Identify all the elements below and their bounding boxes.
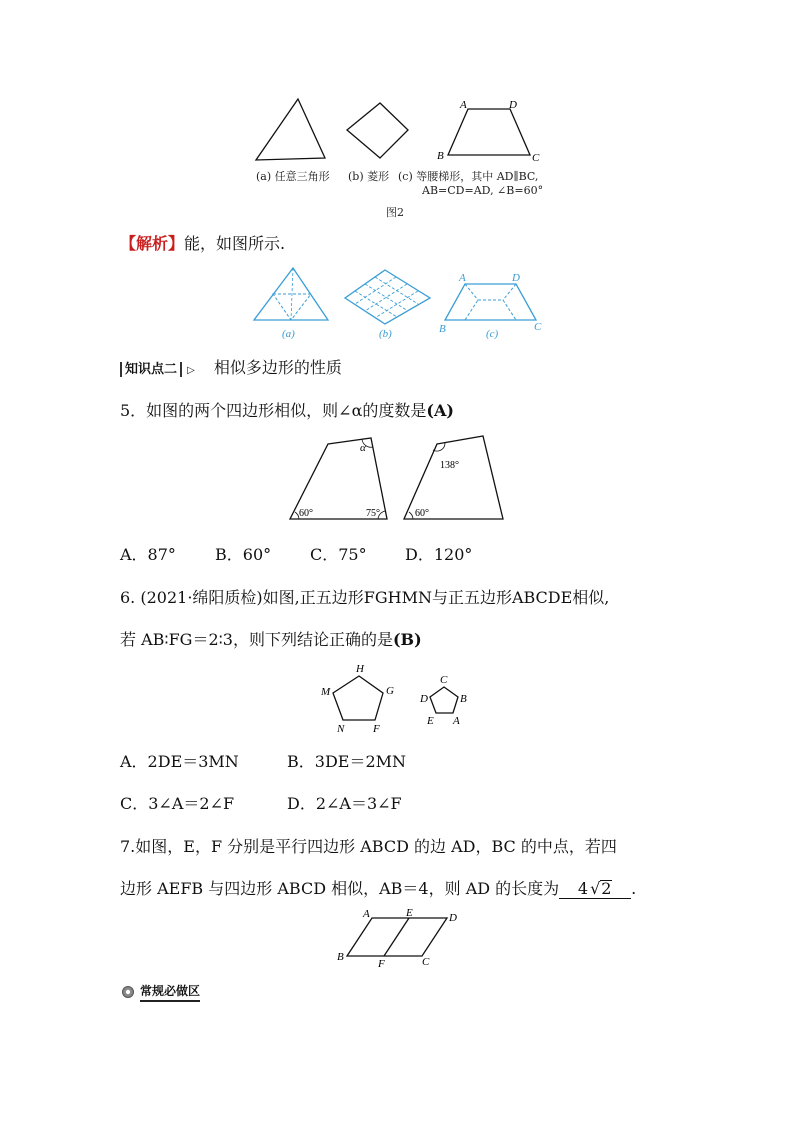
q5-quadrilateral-1 (290, 438, 387, 519)
fig2-caption-b: (b) 菱形 (348, 170, 390, 183)
q6-label-E: E (427, 715, 434, 727)
label-A: A (460, 99, 467, 111)
q6-label-A: A (453, 715, 460, 727)
q5-answer: (A) (426, 401, 454, 420)
arbitrary-triangle (256, 99, 325, 160)
analysis-label-D: D (512, 272, 520, 284)
q5-figure (285, 434, 510, 524)
q7-answer-coef: 4 (577, 879, 589, 898)
q6-option-a: A．2DE＝3MN (120, 752, 239, 771)
analysis-label-c: (c) (486, 328, 499, 340)
figure-2-shapes (250, 95, 550, 167)
q7-label-B: B (337, 951, 344, 963)
q6-line2 (120, 630, 422, 650)
section-footer (120, 982, 200, 1002)
q5-138-label: 138° (440, 460, 459, 471)
q6-label-F: F (373, 723, 380, 735)
analysis-figures (250, 264, 555, 340)
q7-end: . (631, 879, 637, 898)
q7-line2 (120, 879, 636, 899)
label-C: C (532, 152, 540, 164)
q6-label-N: N (337, 723, 345, 735)
label-B: B (437, 150, 444, 162)
pentagon-abcde (430, 687, 458, 713)
q5-option-a: A．87° (120, 545, 176, 564)
q5-60-label-1: 60° (299, 508, 313, 519)
q7-answer-radicand: 2 (601, 879, 612, 898)
fig2-caption-a: (a) 任意三角形 (256, 170, 330, 183)
isosceles-trapezoid (448, 109, 530, 155)
fig2-caption-c2: AB=CD=AD, ∠B=60° (422, 184, 544, 197)
q6-label-G: G (386, 685, 394, 697)
q5-option-c: C．75° (310, 545, 367, 564)
footer-label: 常规必做区 (140, 982, 200, 1002)
analysis-trapezoid-inner (465, 300, 516, 320)
analysis-trapezoid-dash-1 (465, 284, 478, 300)
q6-label-D: D (420, 693, 428, 705)
analysis-triangle-dash (291, 268, 293, 320)
q5-option-d: D．120° (405, 545, 473, 564)
analysis-line (120, 234, 285, 254)
segment-ef (384, 918, 409, 956)
analysis-label-a: (a) (282, 328, 295, 340)
q6-figure (316, 660, 476, 735)
q7-line1: 7.如图，E，F 分别是平行四边形 ABCD 的边 AD，BC 的中点，若四 (120, 837, 617, 856)
analysis-rhombus-dash-6 (375, 291, 418, 318)
q6-option-d: D．2∠A＝3∠F (287, 794, 402, 813)
q6-label-C: C (440, 674, 448, 686)
q5-arc-60b (409, 512, 413, 519)
analysis-label-C: C (534, 321, 542, 333)
analysis-label-A: A (459, 272, 466, 284)
q6-option-b: B．3DE＝2MN (287, 752, 407, 771)
fig2-title: 图2 (386, 206, 404, 219)
q6-label-B: B (460, 693, 467, 705)
q5-option-b: B．60° (215, 545, 272, 564)
q7-label-E: E (406, 907, 413, 919)
knowledge-arrow-icon: ▷ (187, 365, 195, 376)
fig2-caption-c1: (c) 等腰梯形，其中 AD∥BC, (398, 170, 539, 183)
q6-label-H: H (356, 663, 364, 675)
analysis-trapezoid-dash-2 (503, 284, 516, 300)
analysis-tag: 【解析】 (120, 234, 185, 253)
analysis-label-B: B (439, 323, 446, 335)
analysis-trapezoid (445, 284, 536, 320)
gear-icon (120, 985, 136, 999)
label-D: D (509, 99, 517, 111)
q7-figure (332, 906, 462, 968)
q6-line1: 6. (2021·绵阳质检)如图,正五边形FGHMN与正五边形ABCDE相似, (120, 588, 610, 607)
q7-label-A: A (363, 908, 370, 920)
q7-label-C: C (422, 956, 430, 968)
pentagon-fghmn (333, 676, 383, 720)
knowledge-tag: 知识点二 (120, 362, 182, 377)
q5-stem (120, 401, 454, 421)
q5-60-label-2: 60° (415, 508, 429, 519)
q5-stem-text: 5．如图的两个四边形相似，则∠α的度数是 (120, 401, 427, 420)
q5-75-label: 75° (366, 508, 380, 519)
q5-alpha-label: α (360, 442, 366, 454)
q6-answer: (B) (392, 630, 422, 649)
analysis-medial-triangle (273, 294, 311, 320)
knowledge-heading (120, 358, 342, 381)
q5-quadrilateral-2 (404, 436, 503, 519)
q7-label-D: D (449, 912, 457, 924)
q7-label-F: F (378, 958, 385, 968)
q6-line2-text: 若 AB∶FG＝2∶3，则下列结论正确的是 (120, 630, 393, 649)
q6-label-M: M (321, 686, 331, 698)
q6-option-c: C．3∠A＝2∠F (120, 794, 235, 813)
analysis-text: 能，如图所示. (184, 234, 286, 253)
q7-answer-blank (559, 879, 631, 899)
q7-line2-text: 边形 AEFB 与四边形 ABCD 相似，AB＝4，则 AD 的长度为 (120, 879, 560, 898)
rhombus (347, 103, 408, 158)
knowledge-title: 相似多边形的性质 (213, 358, 342, 377)
analysis-rhombus (345, 270, 430, 324)
analysis-label-b: (b) (379, 328, 392, 340)
q7-sqrt-sign: √2 (590, 879, 612, 898)
